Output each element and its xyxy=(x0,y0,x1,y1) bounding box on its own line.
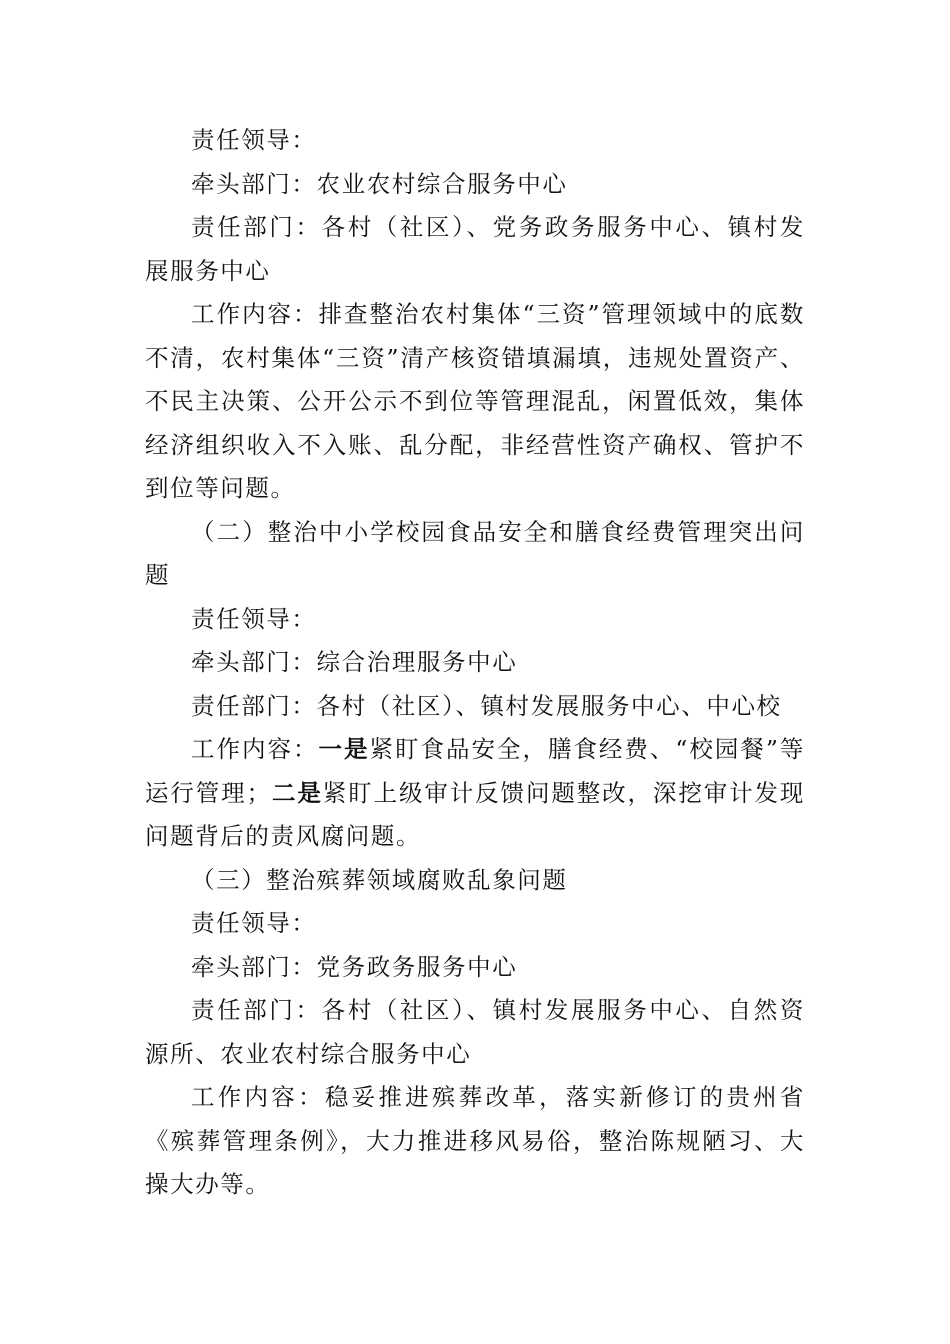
field-value: 党务政务服务中心 xyxy=(316,952,518,981)
field-label: 牵头部门： xyxy=(191,169,317,198)
field-label: 牵头部门： xyxy=(191,952,317,981)
paragraph-lead-dept-2 xyxy=(145,641,805,685)
section-heading-2 xyxy=(145,511,805,598)
field-value: 综合治理服务中心 xyxy=(316,648,518,676)
field-value-part-2: 紧盯上级审计反馈问题整改，深挖审计发现问题背后的责风腐问题。 xyxy=(145,778,806,850)
paragraph-resp-dept-1 xyxy=(145,206,805,293)
field-label: 工作内容： xyxy=(191,1083,325,1111)
paragraph-resp-dept-3 xyxy=(145,989,805,1076)
emphasis-second: 二是 xyxy=(271,778,323,807)
section-title: （二）整治中小学校园食品安全和膳食经费管理突出问题 xyxy=(145,517,805,589)
field-value: 各村（社区）、镇村发展服务中心、自然资源所、农业农村综合服务中心 xyxy=(145,996,805,1068)
section-title: （三）整治殡葬领域腐败乱象问题 xyxy=(191,865,568,894)
field-label: 工作内容： xyxy=(191,735,319,763)
field-label: 责任部门： xyxy=(191,691,317,720)
paragraph-work-content-3 xyxy=(145,1076,805,1207)
field-value: 排查整治农村集体“三资”管理领域中的底数不清，农村集体“三资”清产核资错填漏填，违规处置资产、不民主决策、公开公示不到位等管理混乱，闲置低效，集体经济组织收入不入账、乱分配，非经营性资产确权、管护不到位等问题。 xyxy=(145,300,806,502)
paragraph-leader-3 xyxy=(145,902,805,946)
field-label: 责任领导： xyxy=(191,126,317,154)
field-label: 牵头部门： xyxy=(191,648,317,676)
field-value: 各村（社区）、镇村发展服务中心、中心校 xyxy=(316,691,782,720)
paragraph-leader-1 xyxy=(145,119,805,163)
field-value-part-1: 紧盯食品安全，膳食经费、“校园餐”等运行管理； xyxy=(145,735,806,807)
paragraph-work-content-2 xyxy=(145,728,805,859)
paragraph-leader-2 xyxy=(145,598,805,642)
field-label: 责任领导： xyxy=(191,604,317,633)
field-label: 责任部门： xyxy=(191,213,322,241)
field-label: 责任领导： xyxy=(191,909,317,937)
paragraph-work-content-1 xyxy=(145,293,805,511)
field-value: 各村（社区）、党务政务服务中心、镇村发展服务中心 xyxy=(145,213,805,285)
document-body xyxy=(145,119,805,1207)
field-label: 工作内容： xyxy=(191,300,319,328)
emphasis-first: 一是 xyxy=(318,735,370,763)
section-heading-3 xyxy=(145,859,805,903)
field-value: 农业农村综合服务中心 xyxy=(316,169,568,198)
paragraph-resp-dept-2 xyxy=(145,685,805,729)
paragraph-lead-dept-1 xyxy=(145,163,805,207)
field-value: 稳妥推进殡葬改革，落实新修订的贵州省《殡葬管理条例》，大力推进移风易俗，整治陈规陋习、大操大办等。 xyxy=(145,1083,805,1198)
field-label: 责任部门： xyxy=(191,996,322,1024)
paragraph-lead-dept-3 xyxy=(145,946,805,990)
